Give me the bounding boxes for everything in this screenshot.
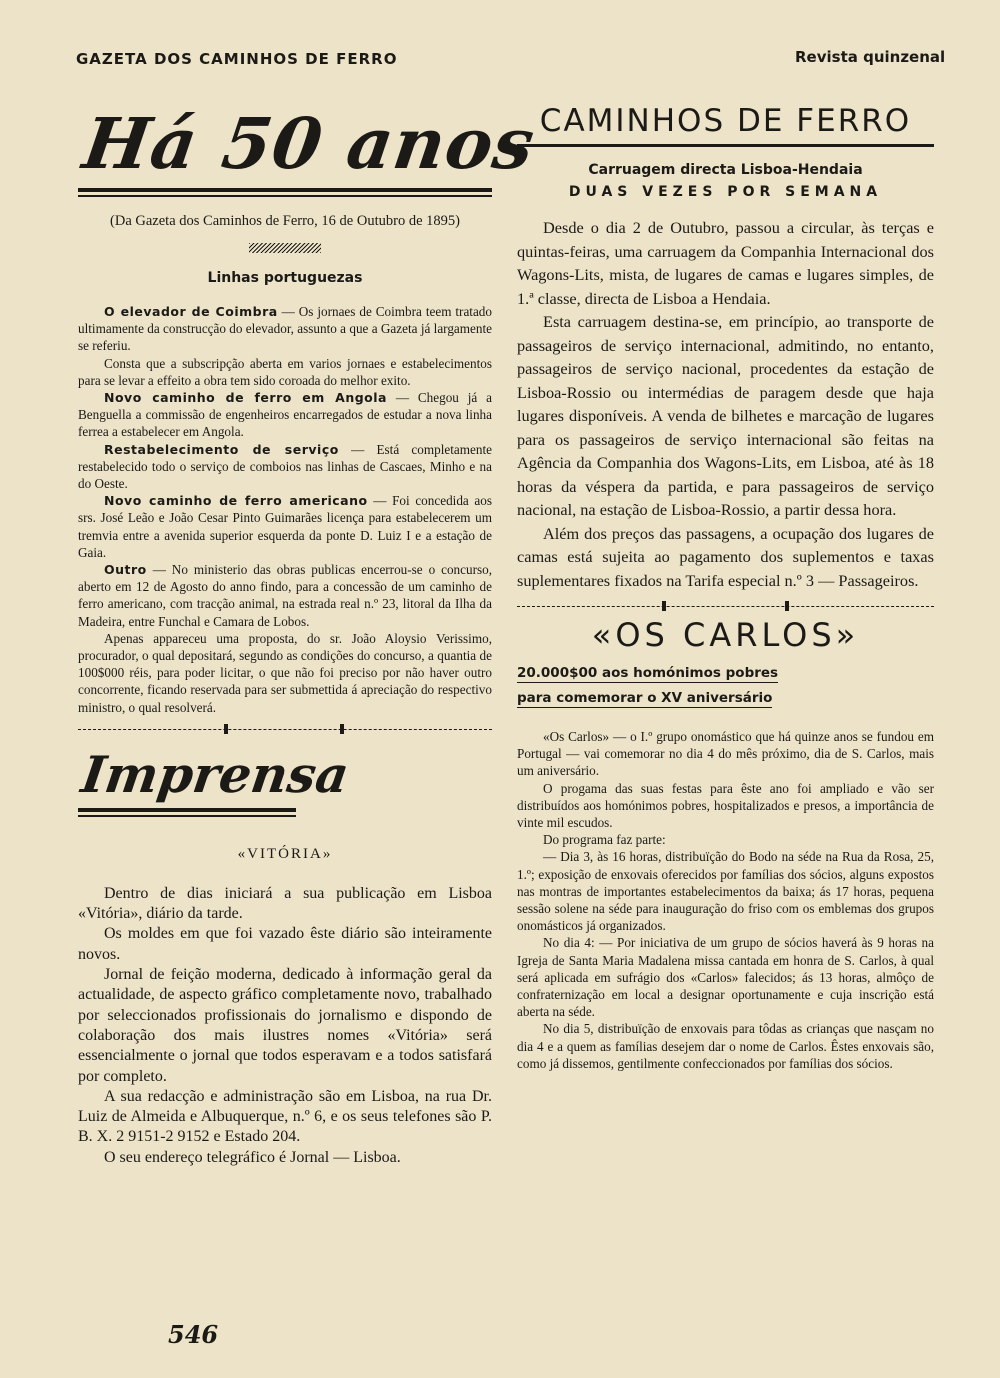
item-text: — Os jornaes de Coimbra teem tratado ultimamente da construcção do elevador, assunto a que a Gazeta já largamente se referiu. xyxy=(78,304,492,354)
paragraph: Os moldes em que foi vazado êste diário são inteiramente novos. xyxy=(78,925,492,963)
item-text: — No ministerio das obras publicas encerrou-se o concurso, aberto em 12 de Agosto do anno findo, para a concessão de um caminho de ferro americano, com tracção animal, na estrada real n.º 23, litoral da Ilha da Madeira, entre Funchal e Camara de Lobos. xyxy=(78,562,492,629)
item-head: Novo caminho de ferro americano xyxy=(104,493,368,509)
caminhos-body xyxy=(517,216,934,592)
page-number: 546 xyxy=(168,1320,219,1349)
duas-vezes-subtitle: DUAS VEZES POR SEMANA xyxy=(568,184,883,200)
news-item xyxy=(78,441,492,493)
imprensa-title: Imprensa xyxy=(77,744,353,804)
item-text: — Chegou já a Benguella a commissão de engenheiros encarregados de estudar a nova linha ferrea a estabelecer em Angola. xyxy=(78,390,492,440)
paragraph: Esta carruagem destina-se, em princípio, ao transporte de passageiros de serviço internacional, admitindo, no entanto, passageiros de serviço nacional, procedentes da estação de Lisboa-Rossio ou intermédias de paragem desde que haja lugares disponíveis. A venda de bilhetes e marcação de lugares para os passageiros de serviço internacional são feitas na Agência da Companhia dos Wagons-Lits, em Lisboa, até às 18 horas da véspera da partida, e para passageiros de serviço nacional, na estação de Lisboa-Rossio, a partir dessa hora. xyxy=(517,312,934,519)
item-head: Restabelecimento de serviço xyxy=(104,441,339,457)
right-column xyxy=(517,100,934,1072)
imprensa-rule xyxy=(78,808,296,817)
paragraph: Do programa faz parte: xyxy=(543,832,666,848)
separator-mark xyxy=(662,601,666,611)
news-item xyxy=(78,492,492,561)
os-carlos-title: «OS CARLOS» xyxy=(591,616,860,654)
paragraph: «Os Carlos» — o I.º grupo onomástico que há quinze anos se fundou em Portugal — vai comemorar no dia 4 do mês próximo, dia de S. Carlos, mais um aniversário. xyxy=(517,729,934,779)
title-rule xyxy=(78,188,492,197)
news-item xyxy=(78,303,492,355)
paragraph: No dia 4: — Por iniciativa de um grupo de sócios haverá às 9 horas na Igreja de Santa Maria Madalena missa cantada em honra de S. Carlos, à qual será aplicada em sufrágio dos «Carlos» falecidos; ás 13 horas, almôço de confraternização em local a designar oportunamente e cuja inscrição está aberta na séde. xyxy=(517,935,934,1020)
carlos-subtitle-anniversary: para comemorar o XV aniversário xyxy=(517,690,773,706)
section-separator xyxy=(78,724,492,736)
vitoria-body xyxy=(78,884,492,1168)
paragraph: A sua redacção e administração são em Lisboa, na rua Dr. Luiz de Almeida e Albuquerque, n.º 6, e os seus telefones são P. B. X. 2 9151-2 9152 e Estado 204. xyxy=(78,1087,492,1146)
carlos-subtitle-amount: 20.000$00 aos homónimos pobres xyxy=(517,665,779,681)
left-column xyxy=(77,100,540,1168)
separator-mark xyxy=(340,724,344,734)
section-separator xyxy=(517,601,934,613)
periodicity: Revista quinzenal xyxy=(795,48,946,66)
separator-mark xyxy=(224,724,228,734)
separator-mark xyxy=(785,601,789,611)
item-text: Apenas appareceu uma proposta, do sr. João Aloysio Verissimo, procurador, o qual depositará, segundo as condições do concurso, a quantia de 100$000 réis, para poder licitar, o que não foi preciso por não haver outro concorrente, ficando reservada para ser submettida á apreciação do respectivo ministro, o qual resolverá. xyxy=(78,630,492,715)
linhas-subtitle: Linhas portuguezas xyxy=(207,270,363,286)
item-head: O elevador de Coimbra xyxy=(104,304,278,319)
paragraph: O progama das suas festas para êste ano foi ampliado e vão ser distribuídos aos homónimos pobres, hospitalizados e presos, a importância de vinte mil escudos. xyxy=(517,780,934,831)
caminhos-rule xyxy=(517,144,934,147)
paragraph: Jornal de feição moderna, dedicado à informação geral da actualidade, de aspecto gráfico completamente novo, trabalhado por seleccionados profissionais do jornalismo e dispondo de colaboração dos mais ilustres nomes «Vitória» será essencialmente o jornal que todos esperavam e a todos satisfará por completo. xyxy=(78,966,492,1085)
carlos-body xyxy=(517,728,934,1072)
paragraph: Desde o dia 2 de Outubro, passou a circular, às terças e quintas-feiras, uma carruagem da Companhia Internacional dos Wagons-Lits, mista, de lugares de camas e lugares simples, de 1.ª classe, directa de Lisboa a Hendaia. xyxy=(517,218,934,308)
news-item xyxy=(78,630,492,716)
separator-line xyxy=(78,729,492,730)
caminhos-title: CAMINHOS DE FERRO xyxy=(539,103,912,139)
paragraph: Além dos preços das passagens, a ocupação dos lugares de camas está sujeita ao pagamento dos suplementos e taxas suplementares fixados na Tarifa especial n.º 3 — Passageiros. xyxy=(517,523,934,590)
separator-line xyxy=(517,606,934,607)
item-text: — Está completamente restabelecido todo o serviço de comboios nas linhas de Cascaes, Minho e na do Oeste. xyxy=(78,441,492,492)
ha-50-anos-title: Há 50 anos xyxy=(78,102,540,185)
item-text: Consta que a subscripção aberta em varios jornaes e estabelecimentos para se levar a effeito a obra tem sido coroada do melhor exito. xyxy=(78,355,492,388)
vitoria-heading: «VITÓRIA» xyxy=(237,845,333,862)
journal-title: GAZETA DOS CAMINHOS DE FERRO xyxy=(76,50,398,68)
item-head: Outro xyxy=(104,562,147,578)
source-line: (Da Gazeta dos Caminhos de Ferro, 16 de Outubro de 1895) xyxy=(110,213,460,229)
ha50-items xyxy=(78,303,492,716)
carruagem-subtitle: Carruagem directa Lisboa-Hendaia xyxy=(588,162,863,178)
paragraph: O seu endereço telegráfico é Jornal — Lisboa. xyxy=(104,1148,401,1166)
paragraph: — Dia 3, às 16 horas, distribuïção do Bodo na séde na Rua da Rosa, 25, 1.º; exposição de enxovais oferecidos por famílias dos sócios, alguns expostos nas montras de importantes estabelecimentos da baixa; ás 17 horas, pequena sessão solene na séde para inauguração do friso com os emblemas dos grupos onomásticos já organizados. xyxy=(517,849,934,934)
hatch-ornament xyxy=(249,243,321,253)
item-text: — Foi concedida aos srs. José Leão e João Cesar Pinto Guimarães licença para estabelecerem um tremvia entre a avenida superior esquerda da ponte D. Luiz I e a estação de Gaia. xyxy=(78,493,492,560)
paragraph: Dentro de dias iniciará a sua publicação em Lisboa «Vitória», diário da tarde. xyxy=(78,884,492,923)
item-head: Novo caminho de ferro em Angola xyxy=(104,390,387,406)
news-item xyxy=(78,355,492,389)
paragraph: No dia 5, distribuïção de enxovais para tôdas as crianças que nasçam no dia 4 e a quem as famílias desejem dar o nome de Carlos. Êstes enxovais são, como já dissemos, gentilmente confeccionados por famílias dos sócios. xyxy=(517,1021,934,1071)
news-item xyxy=(78,389,492,441)
news-item xyxy=(78,561,492,630)
